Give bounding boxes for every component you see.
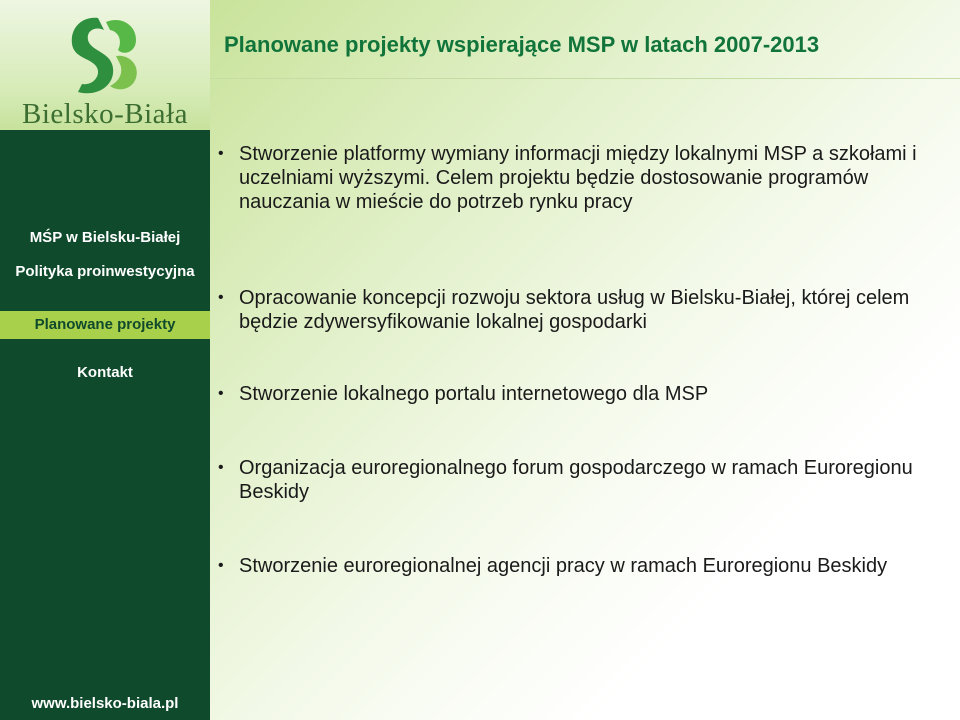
nav-item-planowane-projekty[interactable]: Planowane projekty bbox=[0, 311, 210, 339]
page-title: Planowane projekty wspierające MSP w latach 2007-2013 bbox=[224, 32, 820, 57]
logo[interactable] bbox=[0, 0, 210, 130]
content-area bbox=[210, 0, 960, 720]
bullet-icon: • bbox=[218, 289, 224, 306]
bullet-icon: • bbox=[218, 145, 224, 162]
title-divider bbox=[210, 78, 960, 79]
list-item-text: Opracowanie koncepcji rozwoju sektora usług w Bielsku-Białej, której celem będzie zdywersyfikowanie lokalnej gospodarki bbox=[239, 287, 910, 333]
sidebar bbox=[0, 0, 210, 720]
city-logo-icon bbox=[60, 12, 150, 96]
logo-text: Bielsko-Biała bbox=[22, 98, 188, 130]
bullet-icon: • bbox=[218, 385, 224, 402]
list-item-text: Stworzenie euroregionalnej agencji pracy w ramach Euroregionu Beskidy bbox=[239, 555, 888, 577]
list-item-text: Organizacja euroregionalnego forum gospodarczego w ramach Euroregionu Beskidy bbox=[239, 457, 913, 503]
nav-item-polityka[interactable]: Polityka proinwestycyjna bbox=[15, 263, 195, 280]
nav-item-kontakt[interactable]: Kontakt bbox=[77, 364, 133, 381]
footer-website-link[interactable]: www.bielsko-biala.pl bbox=[31, 695, 179, 712]
list-item-text: Stworzenie platformy wymiany informacji między lokalnymi MSP a szkołami i uczelniami wyższymi. Celem projektu będzie dostosowanie programów nauczania w mieście do potrzeb rynku pracy bbox=[239, 143, 917, 213]
nav-item-msp[interactable]: MŚP w Bielsku-Białej bbox=[29, 229, 181, 246]
bullet-icon: • bbox=[218, 459, 224, 476]
list-item-text: Stworzenie lokalnego portalu internetowego dla MSP bbox=[239, 383, 709, 405]
bullet-icon: • bbox=[218, 557, 224, 574]
